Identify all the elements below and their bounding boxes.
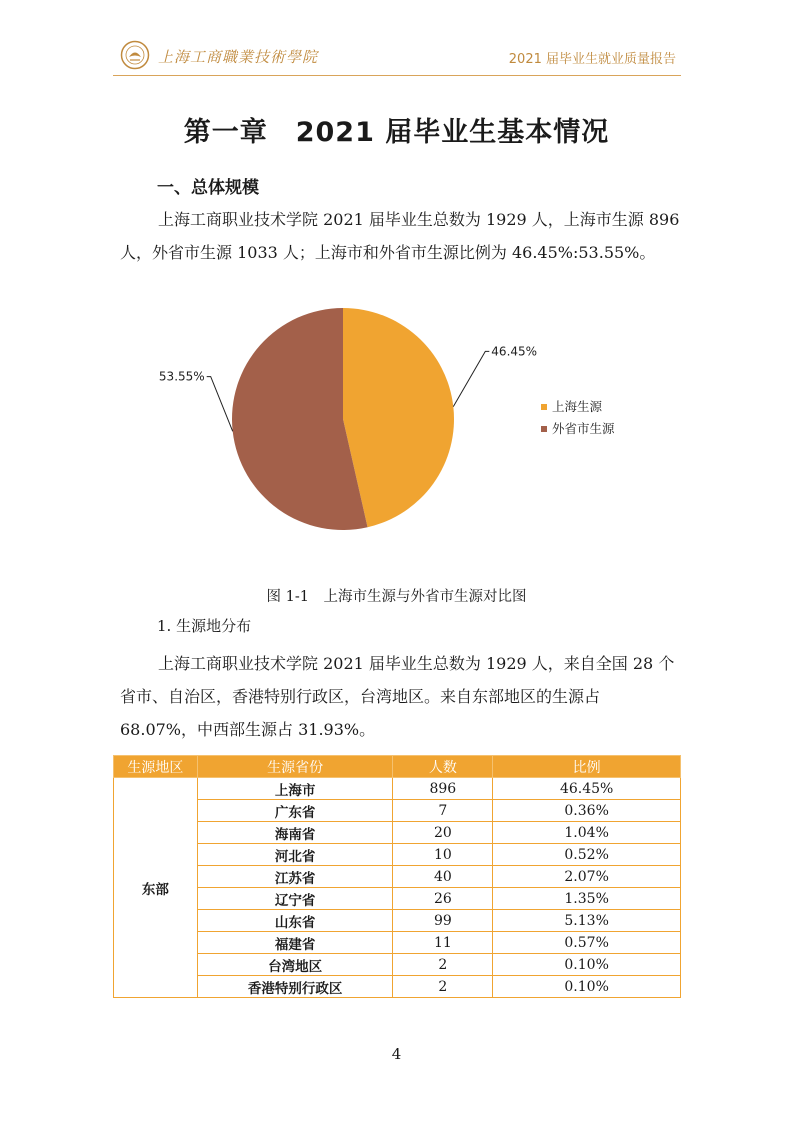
count-cell: 26 — [393, 888, 493, 910]
header-divider — [113, 75, 681, 76]
legend-swatch — [541, 404, 547, 410]
region-cell: 东部 — [114, 778, 198, 998]
leader-line — [207, 377, 233, 432]
header-province: 生源省份 — [197, 756, 393, 778]
page-number: 4 — [391, 1045, 402, 1063]
header-school-name: 上海工商職業技術學院 — [158, 48, 319, 66]
province-cell: 海南省 — [197, 822, 393, 844]
table-row — [114, 954, 681, 976]
table-row — [114, 822, 681, 844]
table-row — [114, 800, 681, 822]
header-region: 生源地区 — [114, 756, 198, 778]
legend-label: 外省市生源 — [552, 421, 615, 436]
count-cell: 896 — [393, 778, 493, 800]
province-cell: 台湾地区 — [197, 954, 393, 976]
ratio-cell: 2.07% — [493, 866, 681, 888]
province-cell: 辽宁省 — [197, 888, 393, 910]
table-row — [114, 866, 681, 888]
table-row — [114, 844, 681, 866]
province-cell: 江苏省 — [197, 866, 393, 888]
province-cell: 广东省 — [197, 800, 393, 822]
legend-label: 上海生源 — [552, 399, 603, 414]
table-row — [114, 932, 681, 954]
province-cell: 山东省 — [197, 910, 393, 932]
province-cell: 福建省 — [197, 932, 393, 954]
ratio-cell: 5.13% — [493, 910, 681, 932]
ratio-cell: 1.35% — [493, 888, 681, 910]
ratio-cell: 0.36% — [493, 800, 681, 822]
province-cell: 香港特别行政区 — [197, 976, 393, 998]
table-row — [114, 888, 681, 910]
count-cell: 11 — [393, 932, 493, 954]
ratio-cell: 0.10% — [493, 976, 681, 998]
count-cell: 20 — [393, 822, 493, 844]
legend-swatch — [541, 426, 547, 432]
section-title: 一、总体规模 — [157, 178, 259, 198]
intro-paragraph: 上海工商职业技术学院 2021 届毕业生总数为 1929 人，上海市生源 896 人，外省市生源 1033 人；上海市和外省市生源比例为 46.45%:53.55%。 — [120, 210, 680, 262]
count-cell: 99 — [393, 910, 493, 932]
school-logo-icon — [120, 40, 150, 70]
ratio-cell: 0.10% — [493, 954, 681, 976]
ratio-cell: 0.52% — [493, 844, 681, 866]
header-count: 人数 — [393, 756, 493, 778]
table-header-row — [114, 756, 681, 778]
ratio-cell: 46.45% — [493, 778, 681, 800]
pie-data-label: 46.45% — [491, 344, 538, 359]
ratio-cell: 0.57% — [493, 932, 681, 954]
subsection-title: 1. 生源地分布 — [157, 617, 252, 635]
table-row — [114, 910, 681, 932]
leader-line — [453, 351, 489, 406]
ratio-cell: 1.04% — [493, 822, 681, 844]
header-report-title: 2021 届毕业生就业质量报告 — [508, 52, 676, 67]
header-ratio: 比例 — [493, 756, 681, 778]
origin-table — [113, 755, 681, 998]
pie-data-label: 53.55% — [158, 369, 205, 384]
province-cell: 河北省 — [197, 844, 393, 866]
count-cell: 7 — [393, 800, 493, 822]
table-row — [114, 778, 681, 800]
distribution-paragraph: 上海工商职业技术学院 2021 届毕业生总数为 1929 人，来自全国 28 个省市、自治区，香港特别行政区，台湾地区。来自东部地区的生源占 68.07%，中西部生源占 31.93%。 — [120, 654, 675, 739]
count-cell: 10 — [393, 844, 493, 866]
table-row — [114, 976, 681, 998]
count-cell: 2 — [393, 954, 493, 976]
chapter-title: 第一章 2021 届毕业生基本情况 — [183, 117, 610, 148]
figure-caption: 图 1-1 上海市生源与外省市生源对比图 — [266, 589, 527, 605]
count-cell: 40 — [393, 866, 493, 888]
origin-pie-chart — [140, 290, 660, 560]
province-cell: 上海市 — [197, 778, 393, 800]
count-cell: 2 — [393, 976, 493, 998]
